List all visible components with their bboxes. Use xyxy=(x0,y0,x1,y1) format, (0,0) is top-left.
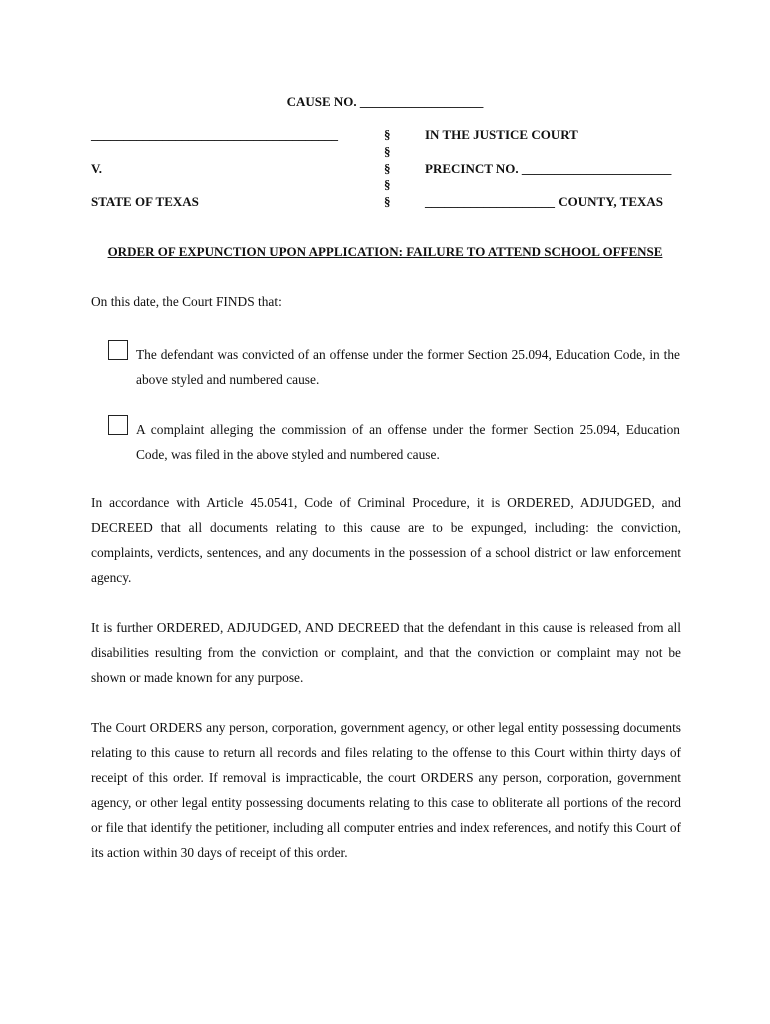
section-mark: § xyxy=(384,127,391,142)
finding-conviction-checkbox[interactable] xyxy=(108,340,128,360)
section-mark: § xyxy=(384,194,391,209)
county-name: ____________________ COUNTY, TEXAS xyxy=(425,194,664,209)
versus-label: V. xyxy=(91,161,102,176)
court-name: IN THE JUSTICE COURT xyxy=(425,127,578,142)
finding-complaint-checkbox[interactable] xyxy=(108,415,128,435)
precinct-number: PRECINCT NO. _______________________ xyxy=(425,161,672,176)
finding-complaint-text: A complaint alleging the commission of an offense under the former Section 25.094, Education Code, was filed in the above styled and numbered cause. xyxy=(136,422,680,462)
party-name-blank: ______________________________________ xyxy=(91,127,338,142)
state-of-texas: STATE OF TEXAS xyxy=(91,194,199,209)
release-disabilities-paragraph: It is further ORDERED, ADJUDGED, AND DECREED that the defendant in this cause is released from all disabilities resulting from the conviction or complaint, and that the conviction or complaint may not be shown or made known for any purpose. xyxy=(91,620,681,685)
records-return-paragraph: The Court ORDERS any person, corporation, government agency, or other legal entity possessing documents relating to this cause to return all records and files relating to the offense to this Court within thirty days of receipt of this order. If removal is impracticable, the court ORDERS any person, corporation, government agency, or other legal entity possessing documents relating to this case to obliterate all portions of the record or file that identify the petitioner, including all computer entries and index references, and notify this Court of its action within 30 days of receipt of this order. xyxy=(91,720,681,860)
cause-number: CAUSE NO. ___________________ xyxy=(286,94,484,109)
intro-text: On this date, the Court FINDS that: xyxy=(91,294,282,309)
section-mark: § xyxy=(384,161,391,176)
order-title: ORDER OF EXPUNCTION UPON APPLICATION: FAILURE TO ATTEND SCHOOL OFFENSE xyxy=(107,244,663,259)
section-mark: § xyxy=(384,144,391,159)
finding-conviction-text: The defendant was convicted of an offense under the former Section 25.094, Education Code, in the above styled and numbered cause. xyxy=(136,347,680,387)
expunction-order-paragraph: In accordance with Article 45.0541, Code of Criminal Procedure, it is ORDERED, ADJUDGED, and DECREED that all documents relating to this cause are to be expunged, including: the conviction, complaints, verdicts, sentences, and any documents in the possession of a school district or law enforcement agency. xyxy=(91,495,681,585)
section-mark: § xyxy=(384,177,391,192)
